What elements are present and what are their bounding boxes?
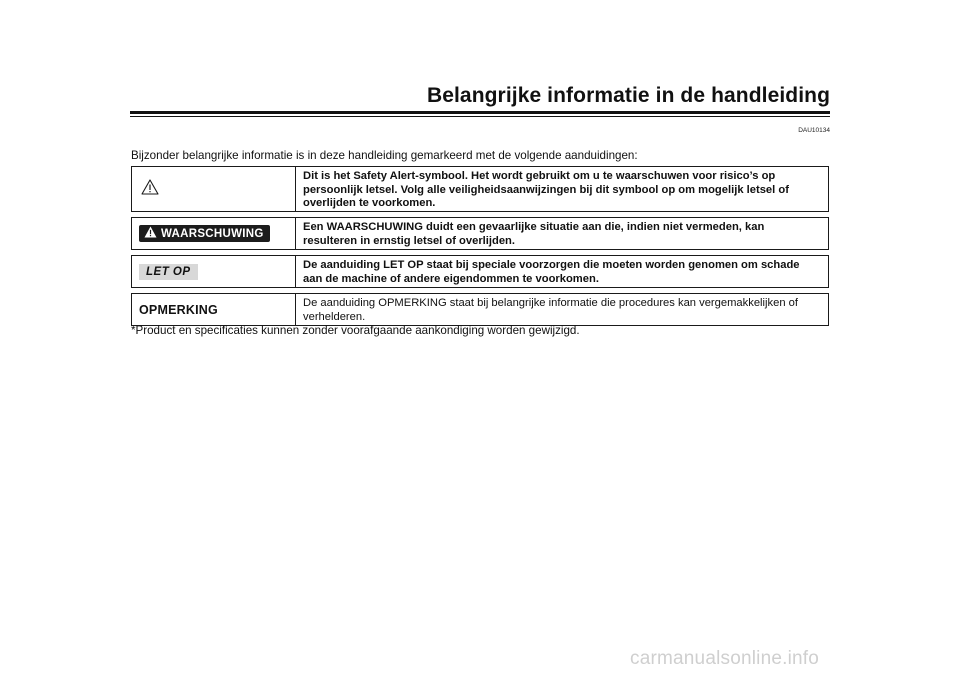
table-row-let-op (131, 255, 829, 288)
warning-triangle-icon (144, 226, 157, 241)
watermark: carmanualsonline.info (630, 648, 820, 669)
row-description: Dit is het Safety Alert-symbool. Het wordt gebruikt om u te waarschuwen voor risico’s op persoonlijk letsel. Volg alle veiligheidsaanwijzingen bij dit symbool op om mogelijk letsel of overlijden te voorkomen. (303, 170, 789, 209)
waarschuwing-badge (139, 225, 270, 242)
title-rule-thin (130, 116, 830, 117)
symbol-cell (132, 294, 296, 325)
page-title: Belangrijke informatie in de handleiding (426, 84, 830, 107)
symbol-cell (132, 167, 296, 211)
notation-table (131, 166, 829, 331)
footnote: *Product en specificaties kunnen zonder voorafgaande aankondiging worden gewijzigd. (131, 324, 580, 337)
table-row-safety-alert (131, 166, 829, 212)
row-description: De aanduiding OPMERKING staat bij belangrijke informatie die procedures kan vergemakkelijken of verhelderen. (303, 297, 798, 323)
table-row-opmerking (131, 293, 829, 326)
symbol-cell (132, 218, 296, 249)
let-op-badge: LET OP (139, 264, 198, 280)
symbol-cell (132, 256, 296, 287)
waarschuwing-label: WAARSCHUWING (161, 227, 264, 240)
title-rule (130, 111, 830, 114)
row-description: Een WAARSCHUWING duidt een gevaarlijke situatie aan die, indien niet vermeden, kan resulteren in ernstig letsel of overlijden. (303, 221, 765, 247)
intro-text: Bijzonder belangrijke informatie is in deze handleiding gemarkeerd met de volgende aanduidingen: (131, 149, 638, 162)
safety-alert-triangle-icon (141, 179, 159, 200)
opmerking-label: OPMERKING (139, 302, 218, 317)
document-code: DAU10134 (798, 127, 830, 134)
table-row-waarschuwing (131, 217, 829, 250)
row-description: De aanduiding LET OP staat bij speciale voorzorgen die moeten worden genomen om schade aan de machine of andere eigendommen te voorkomen. (303, 259, 800, 285)
